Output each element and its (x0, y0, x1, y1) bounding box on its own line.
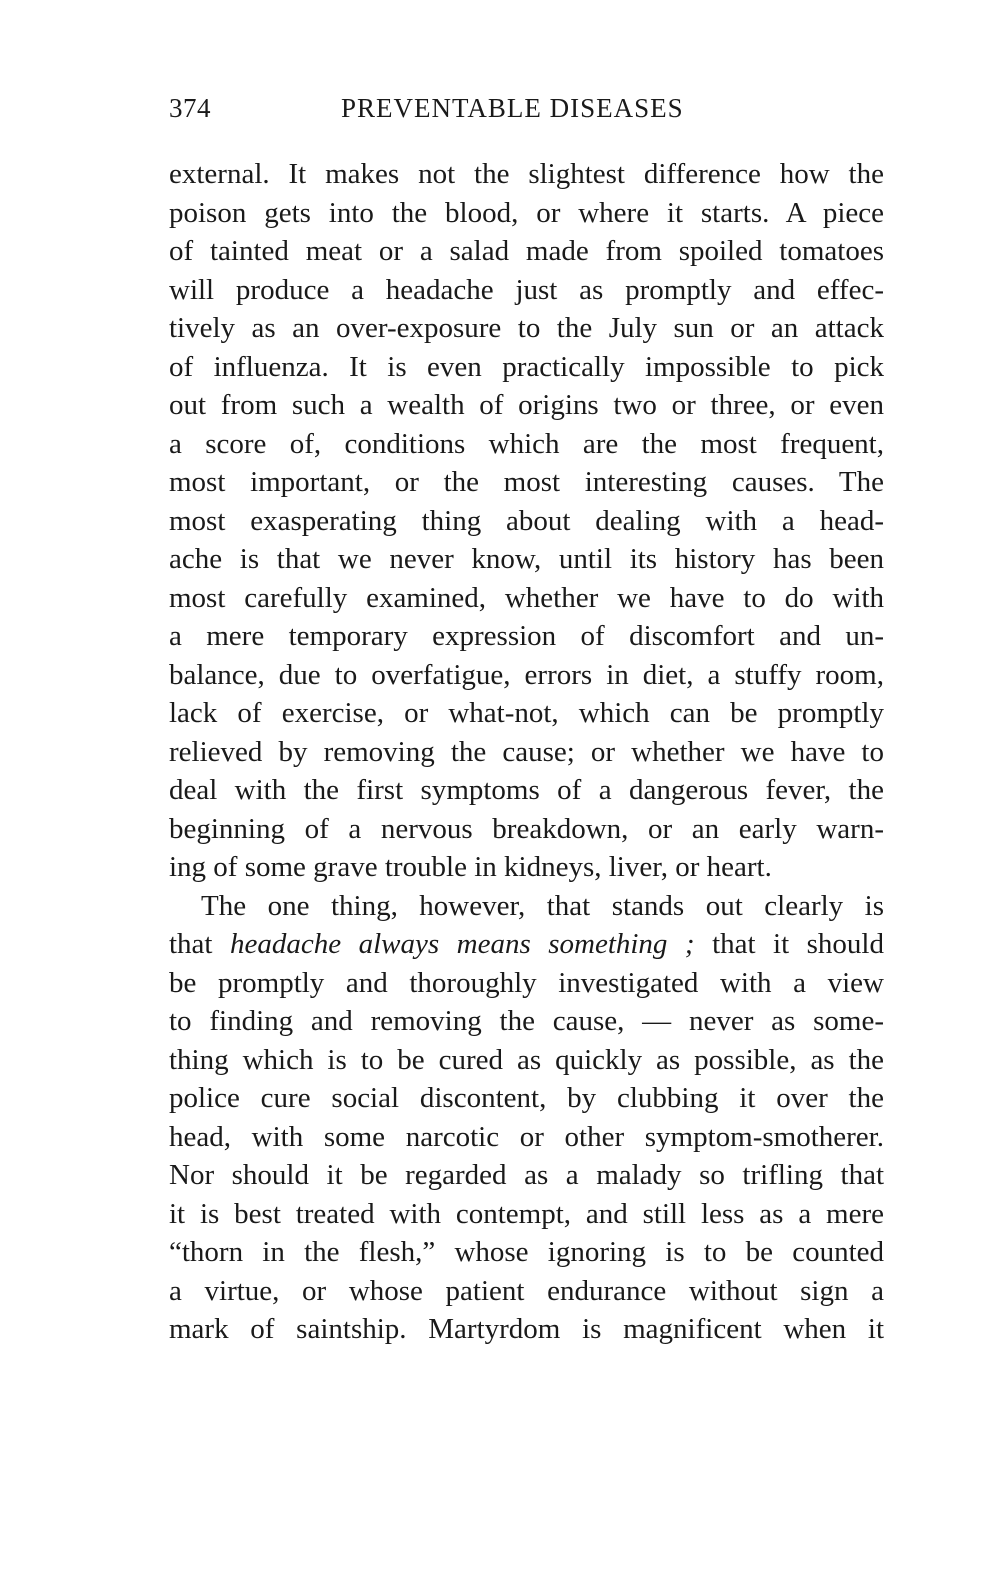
text-fragment: that it should (694, 928, 884, 960)
page-number: 374 (169, 93, 211, 123)
text-line: a mere temporary expression of discomfort and un- (169, 620, 884, 652)
body-text (169, 155, 884, 1349)
text-line (169, 925, 884, 964)
text-line: deal with the first symptoms of a dangerous fever, the (169, 774, 884, 806)
emphasis-text: headache always means something ; (229, 928, 695, 960)
paragraph-2 (169, 887, 884, 1349)
text-line: external. It makes not the slightest difference how the (169, 158, 884, 190)
text-line: of tainted meat or a salad made from spoiled tomatoes (169, 235, 884, 267)
text-line: thing which is to be cured as quickly as possible, as the (169, 1043, 884, 1076)
text-line: beginning of a nervous breakdown, or an early warn- (169, 812, 884, 845)
text-line: head, with some narcotic or other symptom-smotherer. (169, 1120, 884, 1153)
text-fragment: that (169, 928, 230, 960)
text-line: of influenza. It is even practically impossible to pick (169, 350, 884, 383)
text-line: ing of some grave trouble in kidneys, liver, or heart. (169, 851, 772, 883)
text-line: The one thing, however, that stands out clearly is (201, 889, 884, 922)
text-line: it is best treated with contempt, and still less as a mere (169, 1197, 884, 1230)
text-line: poison gets into the blood, or where it starts. A piece (169, 196, 884, 229)
text-line: relieved by removing the cause; or whether we have to (169, 735, 884, 768)
text-line: balance, due to overfatigue, errors in diet, a stuffy room, (169, 658, 884, 691)
text-line: Nor should it be regarded as a malady so trifling that (169, 1159, 884, 1191)
paragraph-1 (169, 155, 884, 887)
text-line: police cure social discontent, by clubbing it over the (169, 1082, 884, 1114)
text-line: most important, or the most interesting causes. The (169, 466, 884, 498)
text-line: a virtue, or whose patient endurance without sign a (169, 1274, 884, 1307)
text-line: will produce a headache just as promptly and effec- (169, 273, 884, 306)
text-line: most exasperating thing about dealing with a head- (169, 504, 884, 537)
text-line: tively as an over-exposure to the July sun or an attack (169, 312, 884, 344)
running-head (169, 93, 884, 129)
text-line: to finding and removing the cause, — never as some- (169, 1005, 884, 1037)
text-line: “thorn in the flesh,” whose ignoring is to be counted (169, 1236, 884, 1268)
running-title: PREVENTABLE DISEASES (341, 93, 684, 123)
text-line: most carefully examined, whether we have to do with (169, 581, 884, 614)
text-line: a score of, conditions which are the most frequent, (169, 427, 884, 460)
text-line: lack of exercise, or what-not, which can be promptly (169, 697, 884, 729)
text-line: ache is that we never know, until its history has been (169, 543, 884, 575)
text-line: be promptly and thoroughly investigated with a view (169, 966, 884, 999)
text-line: out from such a wealth of origins two or three, or even (169, 389, 884, 421)
text-line: mark of saintship. Martyrdom is magnificent when it (169, 1313, 884, 1345)
